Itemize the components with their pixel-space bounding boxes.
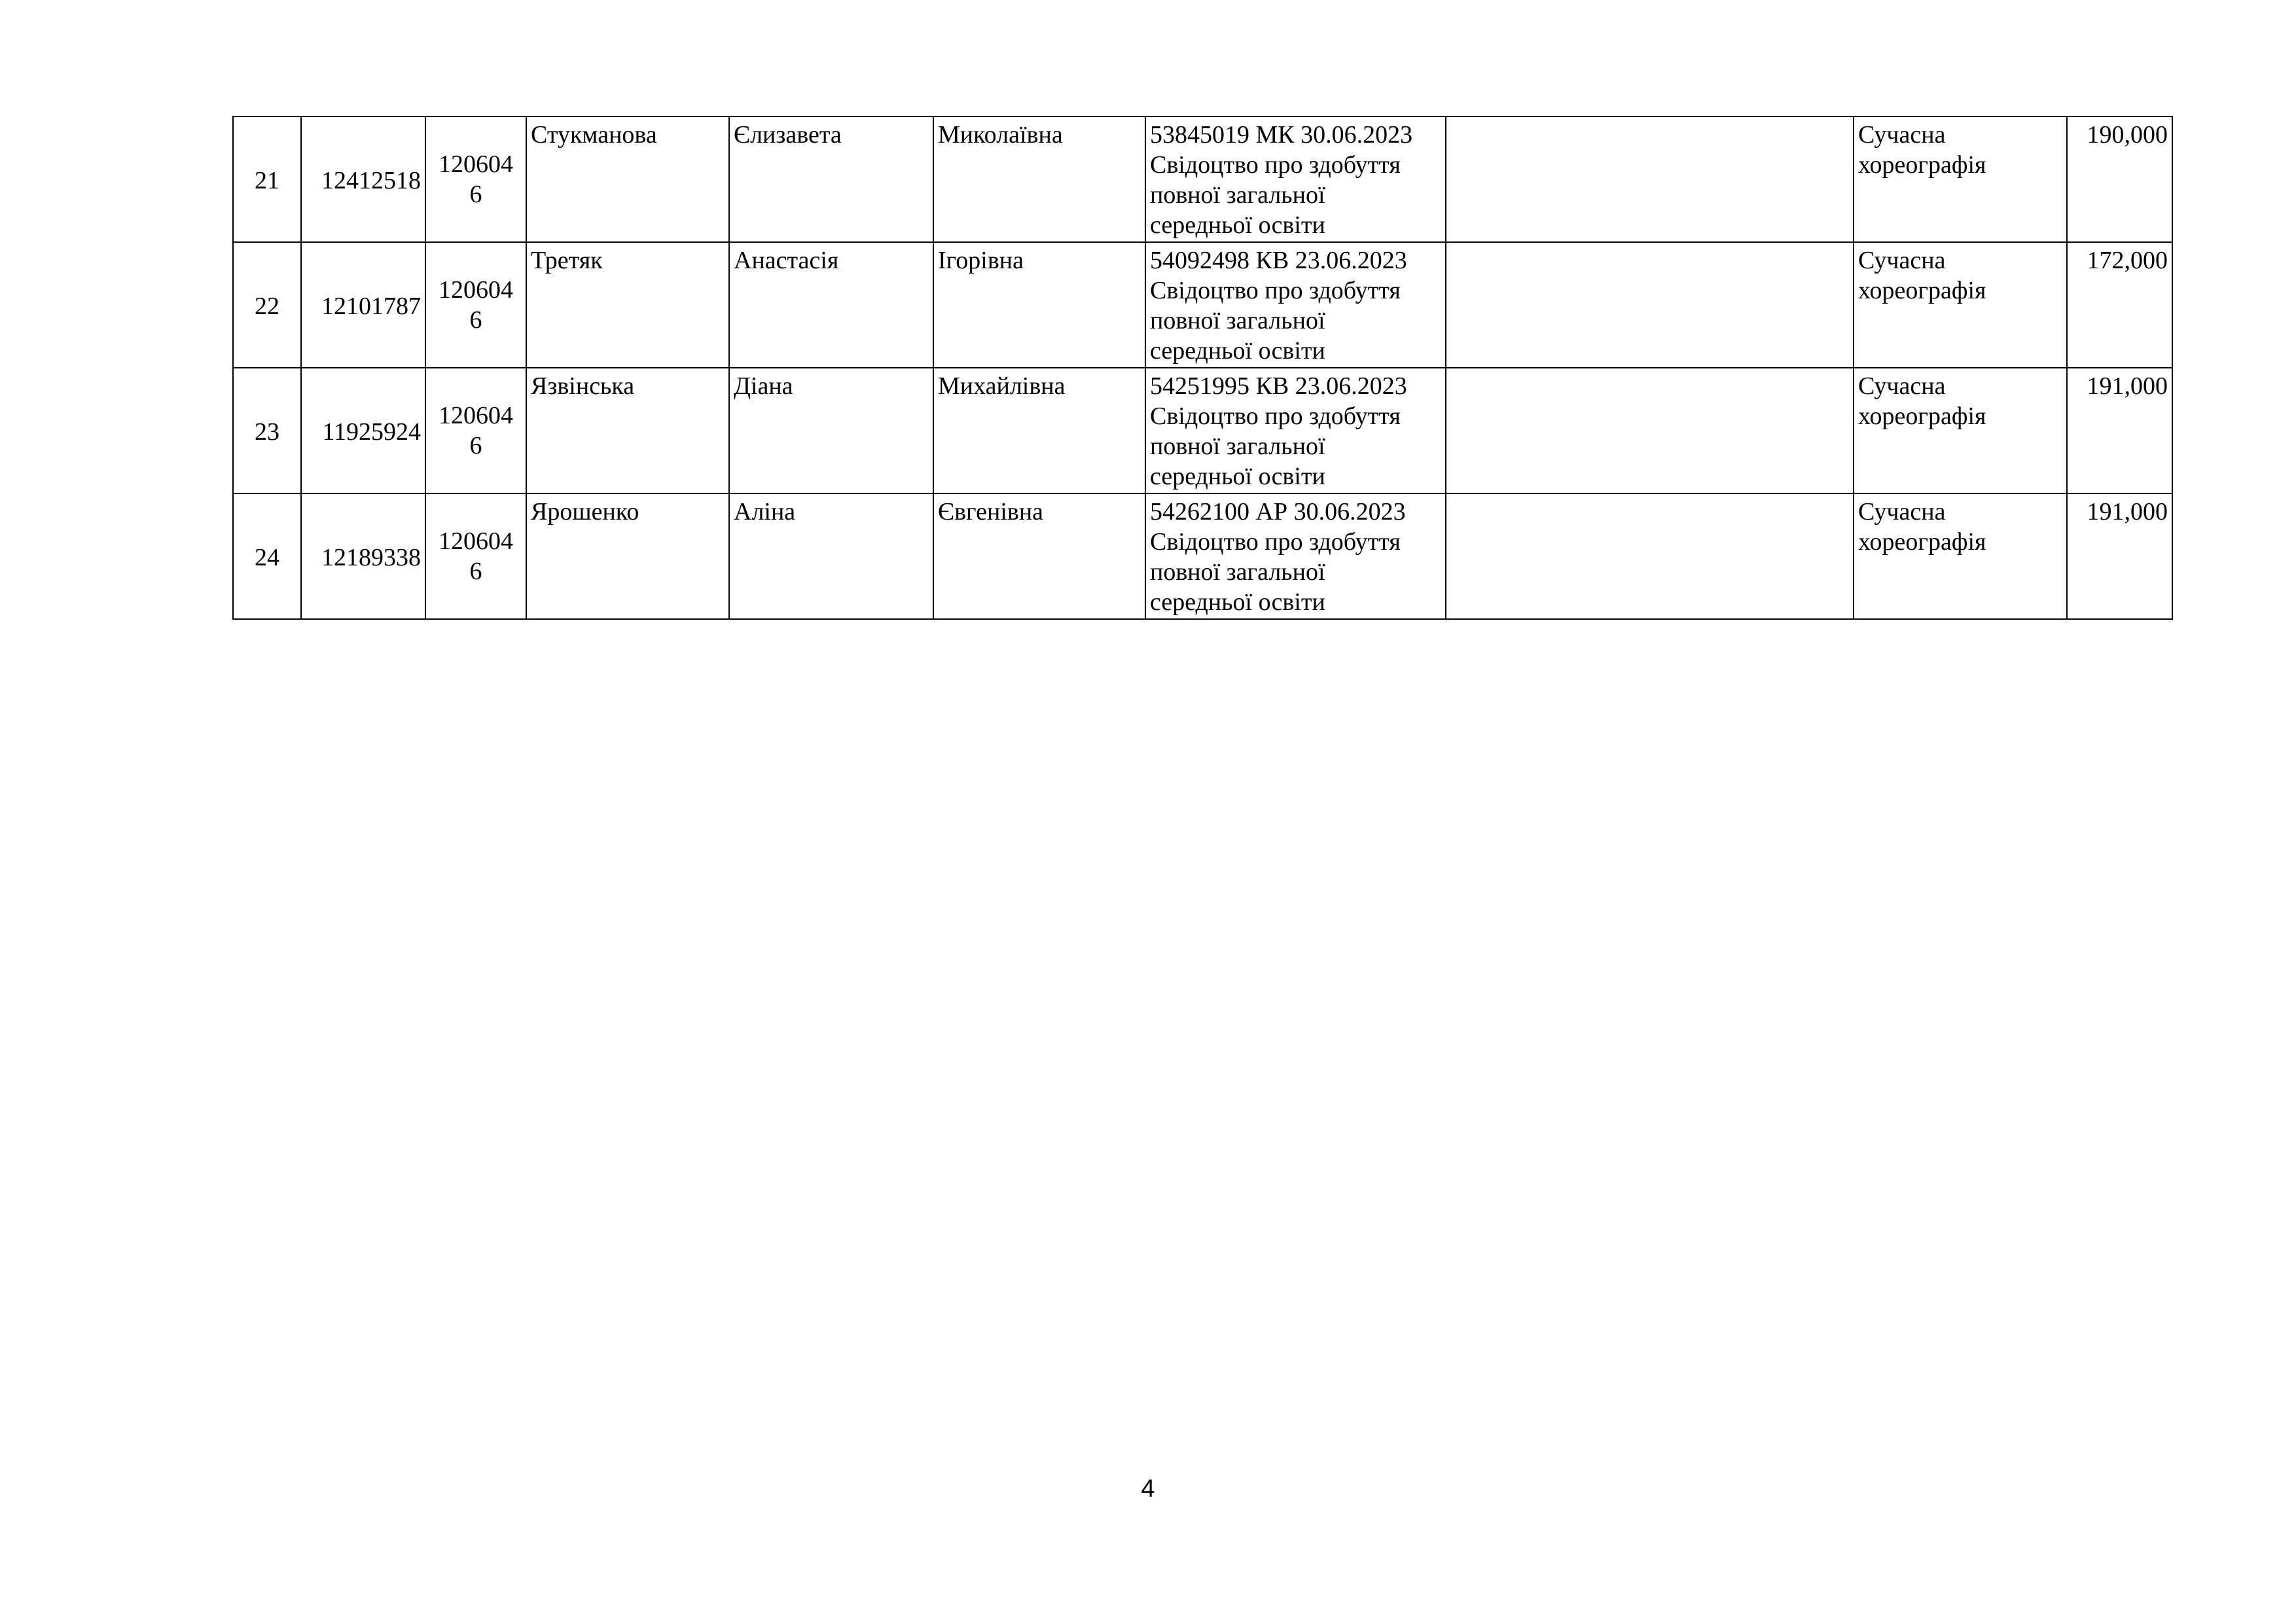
education-document <box>1145 242 1446 368</box>
education-document <box>1145 116 1446 242</box>
competitive-score: 190,000 <box>2067 116 2172 242</box>
note-cell <box>1446 493 1854 619</box>
patronymic: Ігорівна <box>933 242 1145 368</box>
document-type-line: Свідоцтво про здобуття <box>1150 528 1401 556</box>
note-cell <box>1446 242 1854 368</box>
row-number: 21 <box>233 116 301 242</box>
note-cell <box>1446 368 1854 493</box>
competitive-score: 172,000 <box>2067 242 2172 368</box>
document-number: 54092498 КВ 23.06.2023 <box>1150 247 1407 274</box>
last-name: Стукманова <box>526 116 729 242</box>
patronymic: Миколаївна <box>933 116 1145 242</box>
table-row <box>233 242 2172 368</box>
applicant-id: 12189338 <box>301 493 425 619</box>
last-name: Язвінська <box>526 368 729 493</box>
applicant-id: 12101787 <box>301 242 425 368</box>
document-type-line: Свідоцтво про здобуття <box>1150 402 1401 430</box>
document-type-line: Свідоцтво про здобуття <box>1150 277 1401 304</box>
first-name: Анастасія <box>729 242 933 368</box>
document-type-line: Свідоцтво про здобуття <box>1150 151 1401 179</box>
row-number: 22 <box>233 242 301 368</box>
table-row <box>233 368 2172 493</box>
document-type-line: повної загальної <box>1150 181 1325 209</box>
row-number: 23 <box>233 368 301 493</box>
document-type-line: середньої освіти <box>1150 337 1325 365</box>
first-name: Єлизавета <box>729 116 933 242</box>
program-name: Сучасна хореографія <box>1854 493 2067 619</box>
applicant-id: 12412518 <box>301 116 425 242</box>
document-type-line: повної загальної <box>1150 307 1325 334</box>
first-name: Аліна <box>729 493 933 619</box>
document-type-line: середньої освіти <box>1150 211 1325 239</box>
document-type-line: повної загальної <box>1150 558 1325 586</box>
specialty-code: 1206046 <box>425 116 526 242</box>
specialty-code: 1206046 <box>425 493 526 619</box>
patronymic: Михайлівна <box>933 368 1145 493</box>
row-number: 24 <box>233 493 301 619</box>
specialty-code: 1206046 <box>425 368 526 493</box>
document-number: 54251995 КВ 23.06.2023 <box>1150 372 1407 400</box>
competitive-score: 191,000 <box>2067 493 2172 619</box>
program-name: Сучасна хореографія <box>1854 116 2067 242</box>
table-row <box>233 116 2172 242</box>
last-name: Ярошенко <box>526 493 729 619</box>
education-document <box>1145 368 1446 493</box>
document-type-line: середньої освіти <box>1150 463 1325 490</box>
competitive-score: 191,000 <box>2067 368 2172 493</box>
education-document <box>1145 493 1446 619</box>
patronymic: Євгенівна <box>933 493 1145 619</box>
specialty-code: 1206046 <box>425 242 526 368</box>
applicants-table <box>232 116 2173 620</box>
program-name: Сучасна хореографія <box>1854 368 2067 493</box>
document-type-line: середньої освіти <box>1150 588 1325 616</box>
last-name: Третяк <box>526 242 729 368</box>
document-number: 54262100 АР 30.06.2023 <box>1150 498 1406 526</box>
first-name: Діана <box>729 368 933 493</box>
page-number: 4 <box>1141 1475 1155 1503</box>
note-cell <box>1446 116 1854 242</box>
document-type-line: повної загальної <box>1150 433 1325 460</box>
program-name: Сучасна хореографія <box>1854 242 2067 368</box>
table-row <box>233 493 2172 619</box>
document-number: 53845019 МК 30.06.2023 <box>1150 121 1413 149</box>
applicant-id: 11925924 <box>301 368 425 493</box>
